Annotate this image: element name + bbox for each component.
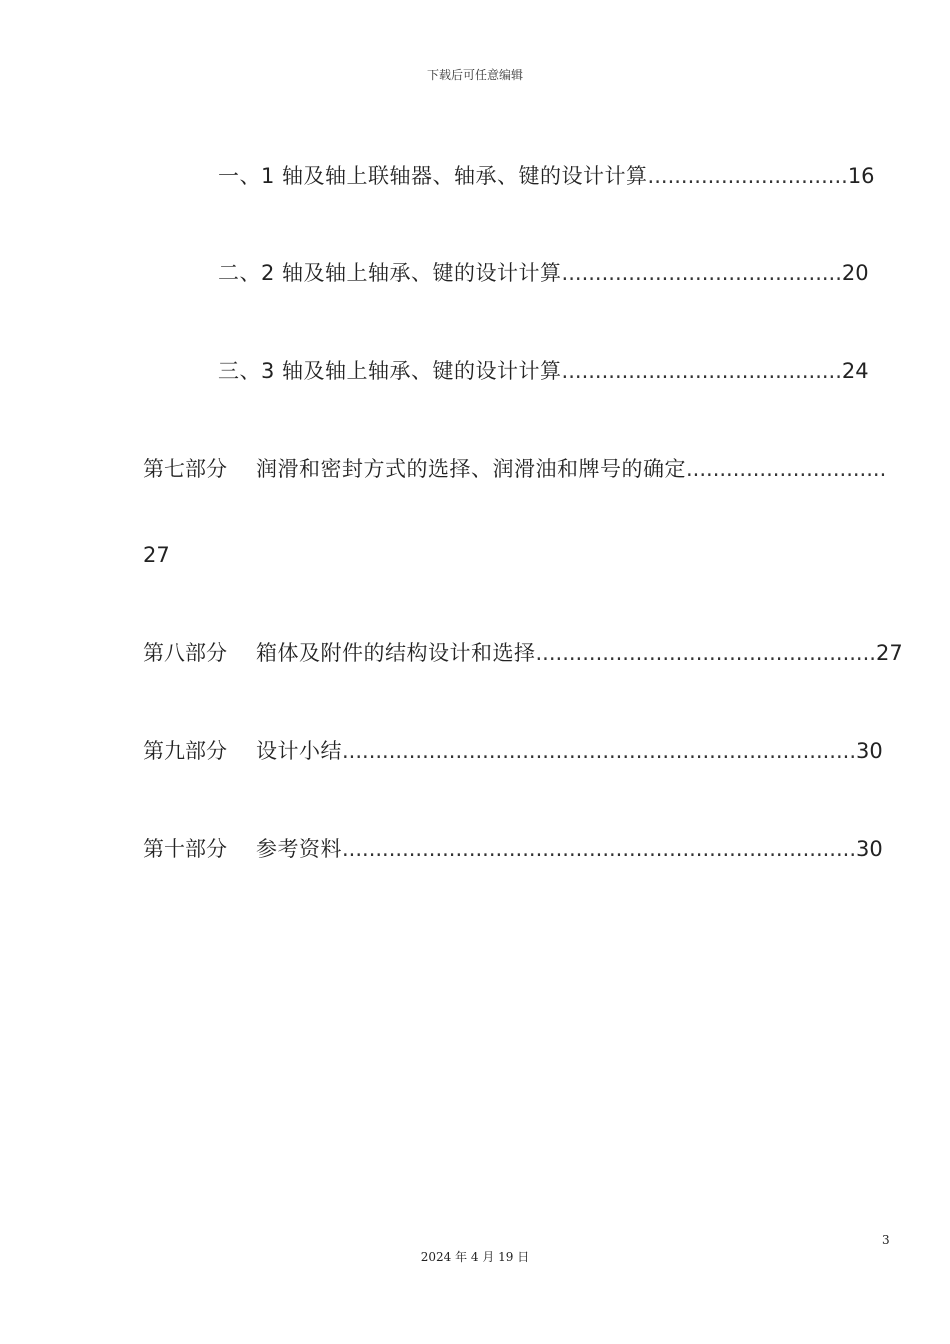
toc-entry-leader: .............................. — [647, 164, 848, 188]
toc-part-label: 第九部分 — [143, 739, 227, 763]
page-number: 3 — [882, 1233, 890, 1247]
toc-entry[interactable] — [143, 737, 883, 765]
page-header: 下载后可任意编辑 — [426, 68, 523, 82]
toc-entry-leader: .......................................... — [561, 359, 842, 383]
toc-entry-page: 24 — [841, 359, 869, 383]
toc-entry-page: 30 — [856, 837, 883, 861]
toc-entry-title: 三、3 轴及轴上轴承、键的设计计算 — [218, 359, 562, 383]
toc-entry-title: 润滑和密封方式的选择、润滑油和牌号的确定 — [256, 457, 686, 481]
toc-entry[interactable] — [143, 639, 903, 667]
toc-entry-page: 27 — [143, 543, 170, 567]
toc-part-label: 第八部分 — [143, 641, 227, 665]
toc-entry-leader: ................................................... — [535, 641, 876, 665]
toc-entry-title: 设计小结 — [256, 739, 342, 763]
toc-entry[interactable] — [143, 455, 886, 483]
toc-entry[interactable] — [218, 259, 869, 287]
toc-entry-leader: .......................................... — [561, 261, 842, 285]
toc-entry-page: 30 — [856, 739, 883, 763]
toc-entry-title: 二、2 轴及轴上轴承、键的设计计算 — [218, 261, 562, 285]
footer-date: 2024 年 4 月 19 日 — [420, 1250, 530, 1264]
toc-entry[interactable] — [143, 835, 883, 863]
toc-entry-title: 箱体及附件的结构设计和选择 — [256, 641, 536, 665]
toc-entry-page: 16 — [847, 164, 875, 188]
toc-entry-leader: .............................. — [686, 457, 887, 481]
toc-entry-title: 一、1 轴及轴上联轴器、轴承、键的设计计算 — [218, 164, 648, 188]
toc-entry-page: 27 — [875, 641, 903, 665]
toc-part-label: 第七部分 — [143, 457, 227, 481]
toc-entry-page: 20 — [841, 261, 869, 285]
toc-entry[interactable] — [218, 162, 875, 190]
toc-entry-leader: ............................................................................. — [342, 739, 856, 763]
toc-part-label: 第十部分 — [143, 837, 227, 861]
toc-entry-leader: ............................................................................. — [342, 837, 856, 861]
toc-entry[interactable] — [218, 357, 869, 385]
toc-entry-title: 参考资料 — [256, 837, 342, 861]
